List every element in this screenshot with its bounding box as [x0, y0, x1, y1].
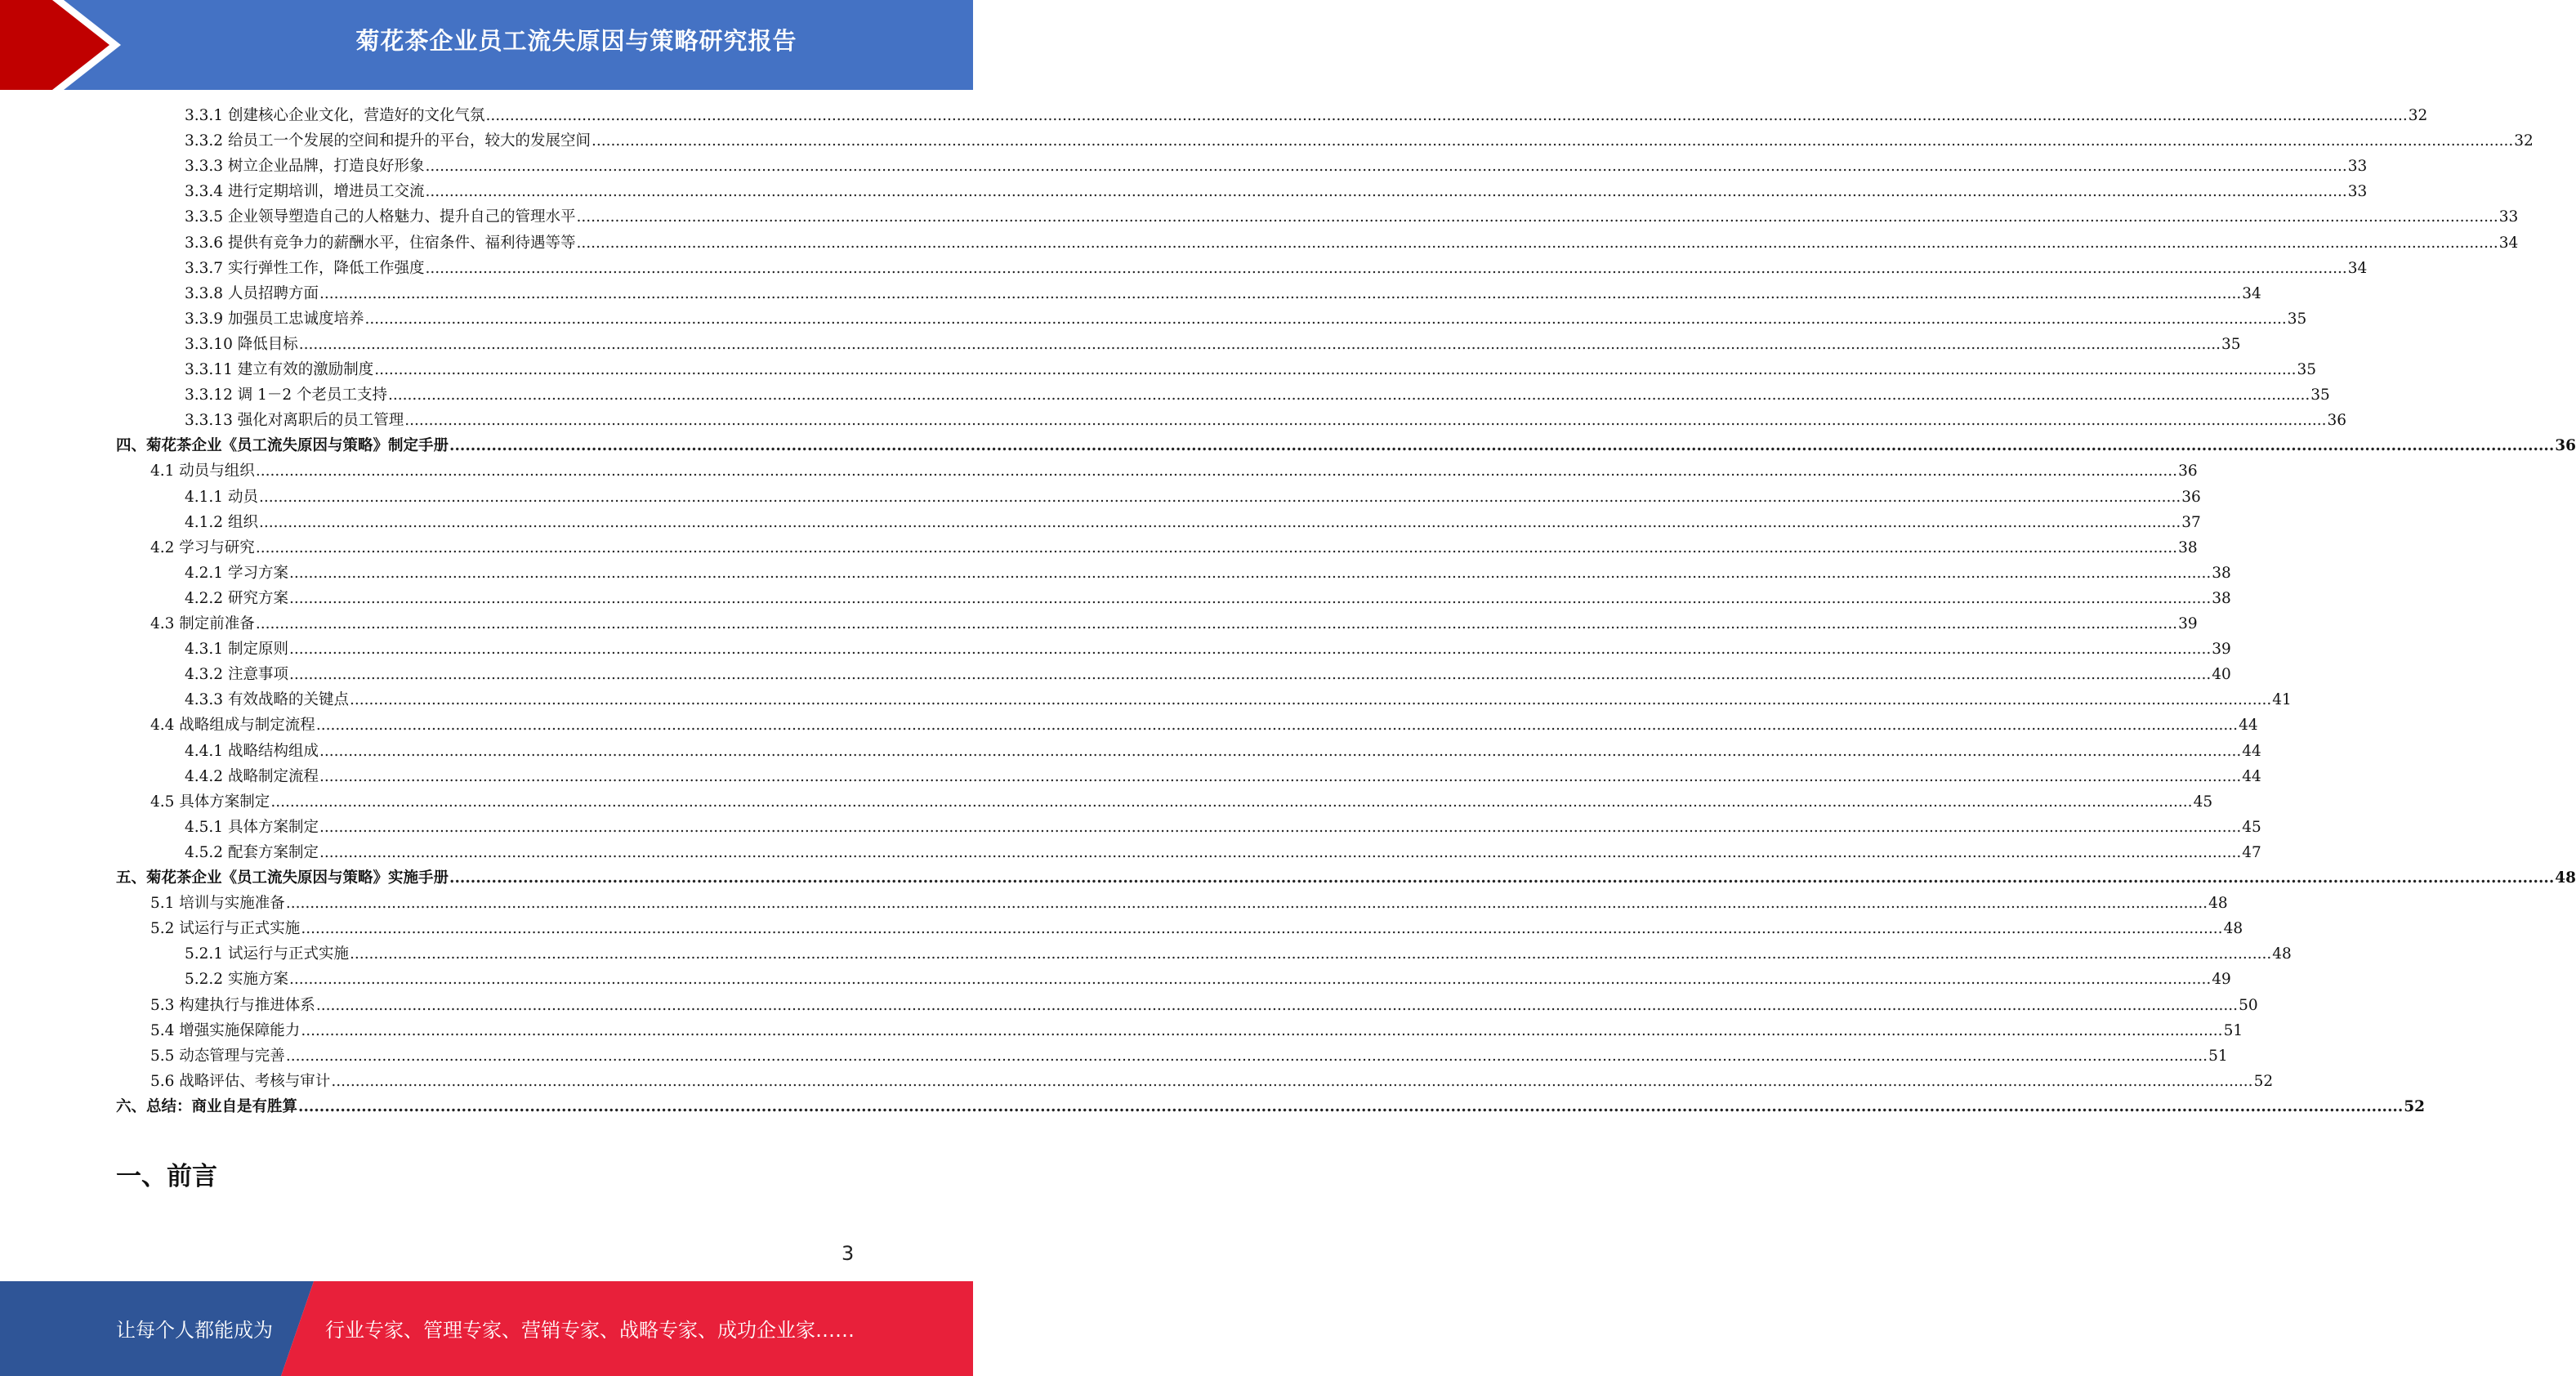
toc-entry-label: 4.4.1 战略结构组成: [185, 742, 319, 760]
toc-entry[interactable]: [185, 231, 2519, 256]
toc-entry-page: 38: [2212, 564, 2231, 582]
toc-entry-page: 51: [2223, 1021, 2243, 1039]
toc-entry[interactable]: [185, 637, 2231, 662]
toc-entry-label: 4.3.2 注意事项: [185, 666, 288, 684]
toc-leader-dots: ................................................................................................................................................................................................................................................................................................................................................................................................................: [349, 945, 2272, 963]
toc-leader-dots: ................................................................................................................................................................................................................................................................................................................................................................................................................: [319, 742, 2242, 760]
toc-entry-page: 32: [2514, 132, 2534, 150]
toc-leader-dots: ................................................................................................................................................................................................................................................................................................................................................................................................................: [331, 1072, 2253, 1090]
toc-entry-label: 3.3.12 调 1－2 个老员工支持: [185, 386, 388, 404]
toc-entry-label: 3.3.6 提供有竞争力的薪酬水平，住宿条件、福利待遇等等: [185, 234, 576, 252]
toc-leader-dots: ................................................................................................................................................................................................................................................................................................................................................................................................................: [425, 183, 2347, 201]
toc-entry[interactable]: [185, 358, 2317, 382]
toc-entry-label: 4.5.1 具体方案制定: [185, 818, 319, 836]
toc-entry-page: 52: [2253, 1072, 2274, 1090]
toc-entry-page: 33: [2498, 208, 2519, 226]
toc-leader-dots: ................................................................................................................................................................................................................................................................................................................................................................................................................: [288, 971, 2212, 989]
toc-entry-page: 34: [2347, 259, 2368, 277]
toc-entry-page: 35: [2221, 335, 2241, 353]
toc-entry-label: 4.2.2 研究方案: [185, 589, 288, 607]
toc-entry[interactable]: [116, 434, 2576, 458]
toc-entry-page: 34: [2498, 234, 2519, 252]
toc-entry-page: 47: [2242, 843, 2261, 861]
toc-entry[interactable]: [185, 154, 2368, 179]
section-heading: 一、前言: [116, 1162, 217, 1191]
toc-entry[interactable]: [185, 104, 2428, 128]
toc-entry-label: 4.5 具体方案制定: [150, 793, 270, 811]
toc-leader-dots: ................................................................................................................................................................................................................................................................................................................................................................................................................: [255, 538, 2178, 556]
header-arrow-decoration: [0, 0, 131, 90]
toc-leader-dots: ................................................................................................................................................................................................................................................................................................................................................................................................................: [288, 666, 2212, 684]
toc-entry[interactable]: [185, 511, 2201, 535]
toc-entry-page: 33: [2347, 183, 2368, 201]
toc-entry[interactable]: [150, 994, 2258, 1018]
toc-entry-label: 五、菊花茶企业《员工流失原因与策略》实施手册: [116, 869, 449, 887]
toc-leader-dots: ................................................................................................................................................................................................................................................................................................................................................................................................................: [288, 589, 2212, 607]
toc-entry-label: 5.5 动态管理与完善: [150, 1047, 285, 1065]
toc-entry-page: 37: [2181, 513, 2201, 531]
toc-entry[interactable]: [185, 739, 2261, 764]
toc-entry[interactable]: [185, 841, 2261, 865]
toc-leader-dots: ................................................................................................................................................................................................................................................................................................................................................................................................................: [425, 259, 2347, 277]
toc-entry-label: 4.3.1 制定原则: [185, 641, 288, 659]
toc-entry-label: 4.3.3 有效战略的关键点: [185, 691, 349, 709]
toc-entry-label: 5.4 增强实施保障能力: [150, 1021, 301, 1039]
toc-entry-label: 5.6 战略评估、考核与审计: [150, 1072, 331, 1090]
toc-entry-label: 3.3.10 降低目标: [185, 335, 298, 353]
toc-entry-label: 5.1 培训与实施准备: [150, 895, 285, 913]
toc-entry-page: 48: [2208, 895, 2228, 913]
toc-entry[interactable]: [150, 459, 2198, 484]
toc-entry[interactable]: [150, 1044, 2228, 1069]
toc-entry-page: 44: [2239, 717, 2258, 735]
toc-entry-label: 4.3 制定前准备: [150, 615, 255, 632]
toc-entry-page: 36: [2181, 488, 2201, 506]
page-header: [0, 0, 973, 90]
toc-leader-dots: ................................................................................................................................................................................................................................................................................................................................................................................................................: [404, 412, 2327, 430]
toc-entry-label: 4.2 学习与研究: [150, 538, 255, 556]
toc-leader-dots: ................................................................................................................................................................................................................................................................................................................................................................................................................: [449, 437, 2555, 455]
toc-entry-label: 4.1.2 组织: [185, 513, 258, 531]
toc-entry[interactable]: [150, 612, 2198, 637]
toc-entry-page: 44: [2242, 767, 2261, 785]
toc-entry[interactable]: [116, 1095, 2426, 1119]
toc-entry[interactable]: [150, 1070, 2274, 1094]
page-footer: [0, 1281, 973, 1376]
toc-entry[interactable]: [185, 282, 2261, 306]
toc-leader-dots: ................................................................................................................................................................................................................................................................................................................................................................................................................: [301, 1021, 2223, 1039]
toc-entry[interactable]: [185, 561, 2231, 586]
toc-entry[interactable]: [150, 713, 2258, 738]
toc-entry-label: 3.3.1 创建核心企业文化，营造好的文化气氛: [185, 107, 485, 124]
toc-entry-label: 5.2.1 试运行与正式实施: [185, 945, 349, 963]
toc-entry-label: 4.1.1 动员: [185, 488, 258, 506]
toc-entry[interactable]: [150, 790, 2213, 815]
report-title: 菊花茶企业员工流失原因与策略研究报告: [355, 27, 797, 55]
toc-entry[interactable]: [185, 587, 2231, 611]
toc-entry-label: 3.3.8 人员招聘方面: [185, 284, 319, 302]
toc-entry[interactable]: [185, 485, 2201, 510]
toc-entry-page: 40: [2212, 666, 2231, 684]
toc-entry-page: 49: [2212, 971, 2231, 989]
toc-entry[interactable]: [185, 663, 2231, 687]
toc-entry-page: 33: [2347, 158, 2368, 176]
toc-leader-dots: ................................................................................................................................................................................................................................................................................................................................................................................................................: [270, 793, 2193, 811]
toc-entry[interactable]: [185, 383, 2330, 408]
toc-entry-label: 3.3.11 建立有效的激励制度: [185, 361, 374, 378]
toc-entry-label: 3.3.3 树立企业品牌，打造良好形象: [185, 158, 425, 176]
toc-entry[interactable]: [185, 815, 2261, 840]
toc-leader-dots: ................................................................................................................................................................................................................................................................................................................................................................................................................: [576, 234, 2498, 252]
toc-entry-page: 36: [2178, 462, 2198, 480]
toc-entry[interactable]: [185, 967, 2231, 992]
toc-leader-dots: ................................................................................................................................................................................................................................................................................................................................................................................................................: [288, 564, 2212, 582]
toc-entry-label: 4.4 战略组成与制定流程: [150, 717, 315, 735]
toc-entry-label: 3.3.2 给员工一个发展的空间和提升的平台，较大的发展空间: [185, 132, 591, 150]
toc-leader-dots: ................................................................................................................................................................................................................................................................................................................................................................................................................: [319, 843, 2242, 861]
toc-entry-label: 4.4.2 战略制定流程: [185, 767, 319, 785]
toc-entry-page: 41: [2272, 691, 2292, 709]
toc-leader-dots: ................................................................................................................................................................................................................................................................................................................................................................................................................: [388, 386, 2310, 404]
toc-entry-label: 4.1 动员与组织: [150, 462, 255, 480]
toc-entry-label: 3.3.9 加强员工忠诚度培养: [185, 310, 364, 328]
toc-entry[interactable]: [185, 205, 2519, 230]
toc-entry-page: 36: [2327, 412, 2347, 430]
toc-leader-dots: ................................................................................................................................................................................................................................................................................................................................................................................................................: [298, 335, 2221, 353]
footer-slogan-left: 让每个人都能成为: [116, 1319, 273, 1342]
toc-entry-label: 5.3 构建执行与推进体系: [150, 996, 315, 1014]
toc-entry-page: 34: [2242, 284, 2261, 302]
toc-entry-page: 35: [2287, 310, 2307, 328]
toc-leader-dots: ................................................................................................................................................................................................................................................................................................................................................................................................................: [374, 361, 2297, 378]
toc-entry[interactable]: [185, 180, 2368, 204]
toc-entry-label: 3.3.4 进行定期培训，增进员工交流: [185, 183, 425, 201]
toc-entry-page: 48: [2555, 869, 2576, 887]
toc-leader-dots: ................................................................................................................................................................................................................................................................................................................................................................................................................: [591, 132, 2514, 150]
toc-leader-dots: ................................................................................................................................................................................................................................................................................................................................................................................................................: [364, 310, 2287, 328]
toc-entry-label: 5.2.2 实施方案: [185, 971, 288, 989]
toc-entry-label: 3.3.7 实行弹性工作，降低工作强度: [185, 259, 425, 277]
toc-entry-page: 45: [2242, 818, 2261, 836]
toc-leader-dots: ................................................................................................................................................................................................................................................................................................................................................................................................................: [319, 818, 2242, 836]
toc-leader-dots: ................................................................................................................................................................................................................................................................................................................................................................................................................: [349, 691, 2272, 709]
toc-entry[interactable]: [150, 917, 2243, 941]
toc-entry-page: 35: [2297, 361, 2317, 378]
toc-entry-page: 52: [2404, 1097, 2426, 1115]
toc-leader-dots: ................................................................................................................................................................................................................................................................................................................................................................................................................: [298, 1097, 2404, 1115]
toc-entry-page: 39: [2212, 641, 2231, 659]
toc-leader-dots: ................................................................................................................................................................................................................................................................................................................................................................................................................: [258, 513, 2181, 531]
footer-slogan-right: 行业专家、管理专家、营销专家、战略专家、成功企业家……: [325, 1319, 855, 1342]
toc-leader-dots: ................................................................................................................................................................................................................................................................................................................................................................................................................: [319, 767, 2242, 785]
toc-leader-dots: ................................................................................................................................................................................................................................................................................................................................................................................................................: [425, 158, 2347, 176]
toc-leader-dots: ................................................................................................................................................................................................................................................................................................................................................................................................................: [301, 920, 2223, 938]
toc-entry[interactable]: [150, 1019, 2243, 1043]
toc-leader-dots: ................................................................................................................................................................................................................................................................................................................................................................................................................: [319, 284, 2242, 302]
toc-entry[interactable]: [116, 866, 2576, 891]
toc-entry-page: 45: [2193, 793, 2213, 811]
toc-entry-label: 4.2.1 学习方案: [185, 564, 288, 582]
toc-entry[interactable]: [185, 942, 2292, 967]
toc-entry[interactable]: [185, 765, 2261, 789]
toc-entry-label: 5.2 试运行与正式实施: [150, 920, 301, 938]
toc-entry[interactable]: [185, 257, 2368, 281]
toc-entry-page: 48: [2223, 920, 2243, 938]
toc-entry-label: 四、菊花茶企业《员工流失原因与策略》制定手册: [116, 437, 449, 455]
toc-entry-page: 51: [2208, 1047, 2228, 1065]
toc-leader-dots: ................................................................................................................................................................................................................................................................................................................................................................................................................: [315, 717, 2239, 735]
toc-entry[interactable]: [185, 129, 2534, 154]
toc-entry-label: 3.3.13 强化对离职后的员工管理: [185, 412, 404, 430]
toc-leader-dots: ................................................................................................................................................................................................................................................................................................................................................................................................................: [285, 895, 2208, 913]
toc-entry-page: 36: [2555, 437, 2576, 455]
toc-entry-page: 38: [2212, 589, 2231, 607]
toc-entry-page: 48: [2272, 945, 2292, 963]
toc-entry[interactable]: [150, 891, 2228, 916]
toc-entry[interactable]: [185, 409, 2347, 433]
toc-entry-label: 4.5.2 配套方案制定: [185, 843, 319, 861]
toc-entry[interactable]: [185, 333, 2241, 357]
toc-entry-label: 3.3.5 企业领导塑造自己的人格魅力、提升自己的管理水平: [185, 208, 576, 226]
toc-leader-dots: ................................................................................................................................................................................................................................................................................................................................................................................................................: [258, 488, 2181, 506]
toc-leader-dots: ................................................................................................................................................................................................................................................................................................................................................................................................................: [576, 208, 2498, 226]
toc-entry[interactable]: [150, 536, 2198, 561]
toc-entry-page: 38: [2178, 538, 2198, 556]
toc-leader-dots: ................................................................................................................................................................................................................................................................................................................................................................................................................: [255, 615, 2178, 632]
page-number: 3: [842, 1242, 855, 1265]
toc-leader-dots: ................................................................................................................................................................................................................................................................................................................................................................................................................: [315, 996, 2239, 1014]
toc-entry[interactable]: [185, 688, 2292, 713]
toc-entry[interactable]: [185, 307, 2307, 332]
toc-leader-dots: ................................................................................................................................................................................................................................................................................................................................................................................................................: [285, 1047, 2208, 1065]
toc-leader-dots: ................................................................................................................................................................................................................................................................................................................................................................................................................: [255, 462, 2178, 480]
toc-leader-dots: ................................................................................................................................................................................................................................................................................................................................................................................................................: [485, 107, 2408, 124]
toc-entry-page: 35: [2310, 386, 2330, 404]
toc-entry-label: 六、总结：商业自是有胜算: [116, 1097, 298, 1115]
toc-entry-page: 44: [2242, 742, 2261, 760]
toc-entry-page: 32: [2408, 107, 2428, 124]
toc-leader-dots: ................................................................................................................................................................................................................................................................................................................................................................................................................: [288, 641, 2212, 659]
toc-leader-dots: ................................................................................................................................................................................................................................................................................................................................................................................................................: [449, 869, 2555, 887]
toc-entry-page: 39: [2178, 615, 2198, 632]
toc-entry-page: 50: [2239, 996, 2258, 1014]
